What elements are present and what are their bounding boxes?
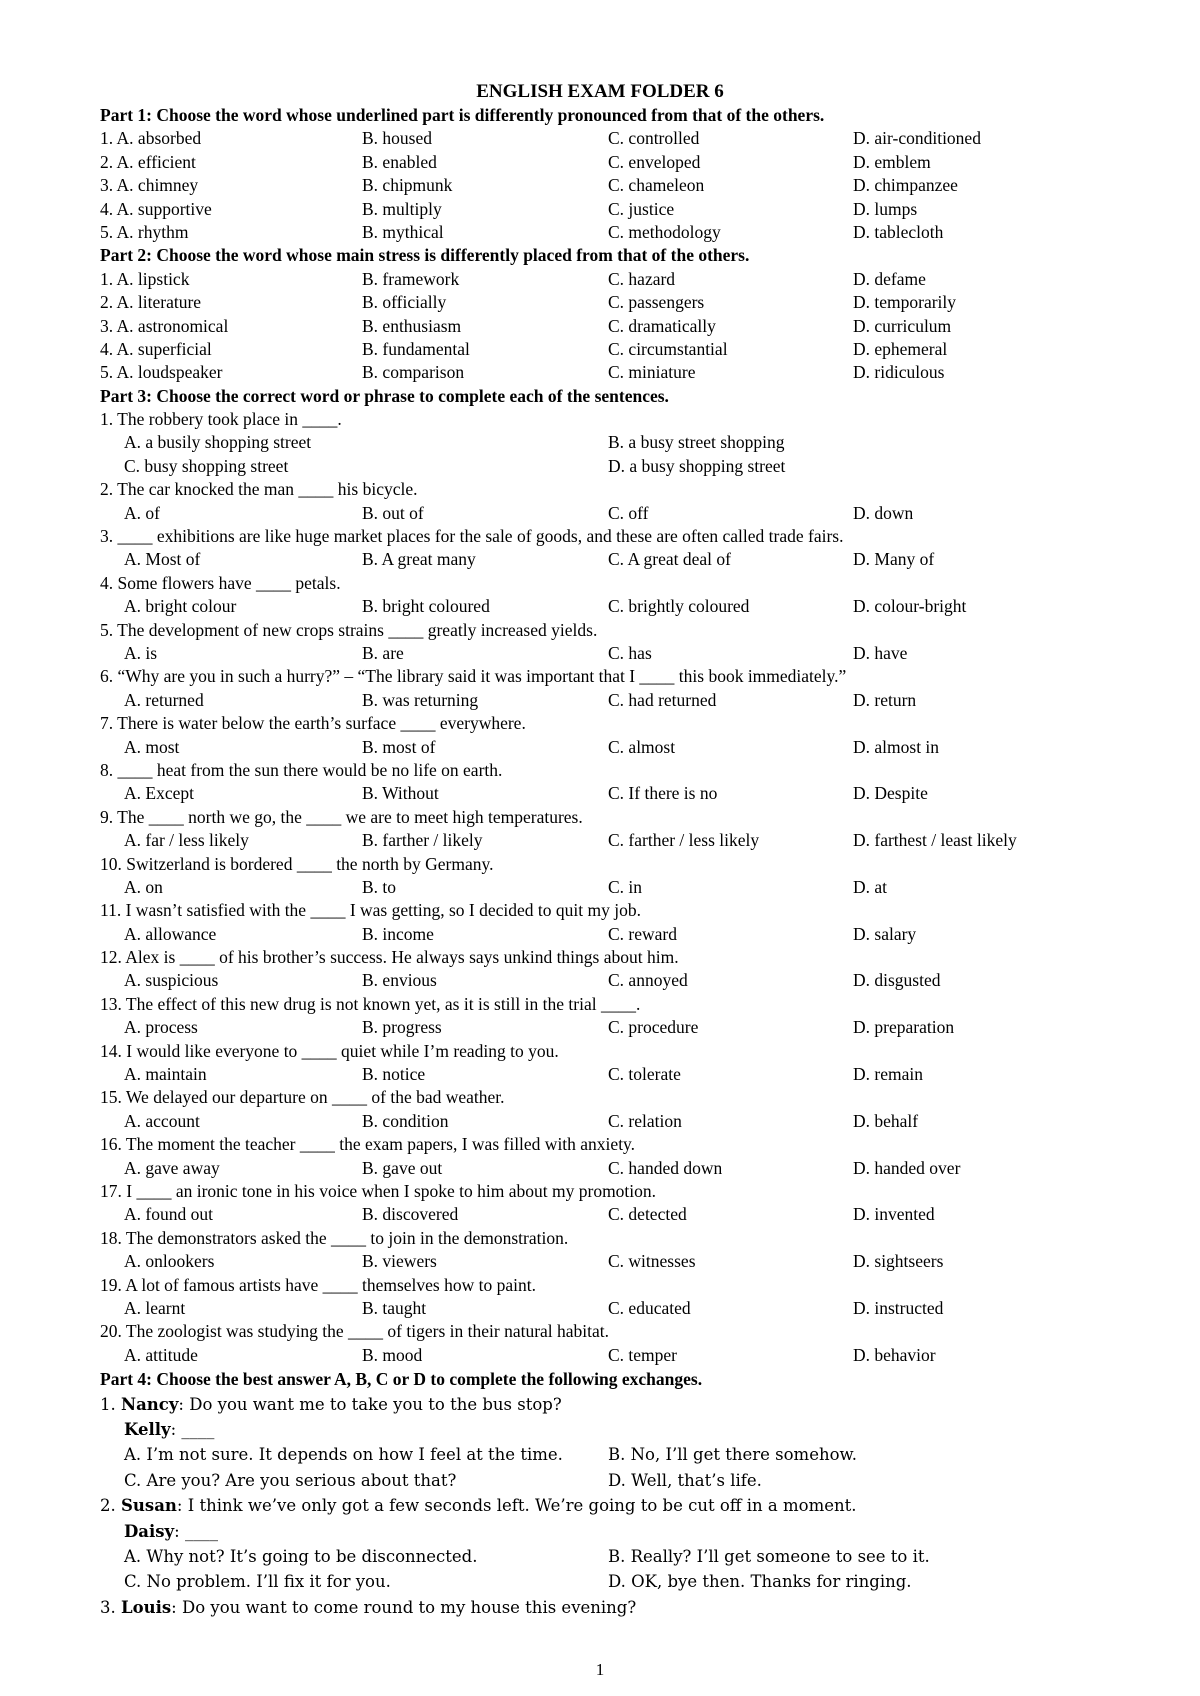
option-a: A. a busily shopping street bbox=[124, 432, 312, 453]
option-row bbox=[100, 829, 1100, 852]
option-a: A. most bbox=[124, 736, 180, 757]
question-text bbox=[100, 1227, 1100, 1250]
question-text bbox=[100, 946, 1100, 969]
option-row bbox=[100, 642, 1100, 665]
question-text bbox=[100, 712, 1100, 735]
option-b: B. discovered bbox=[362, 1204, 459, 1225]
option-d: D. air-conditioned bbox=[853, 128, 981, 149]
option-c: C. tolerate bbox=[608, 1064, 681, 1085]
option-a: A. Most of bbox=[124, 549, 201, 570]
part1-rows bbox=[100, 127, 1100, 244]
question-text bbox=[100, 993, 1100, 1016]
option-c: C. If there is no bbox=[608, 783, 718, 804]
speaker-name: Daisy bbox=[124, 1521, 175, 1541]
option-c: C. has bbox=[608, 642, 652, 663]
option-b: B. viewers bbox=[362, 1251, 437, 1272]
question-text bbox=[100, 1180, 1100, 1203]
option-c: C. Are you? Are you serious about that? bbox=[124, 1470, 457, 1490]
option-row bbox=[100, 595, 1100, 618]
exchange-reply-content bbox=[124, 1519, 218, 1544]
option-d: D. instructed bbox=[853, 1297, 944, 1318]
speaker-name: Nancy bbox=[121, 1394, 179, 1414]
option-c: C. brightly coloured bbox=[608, 596, 750, 617]
option-a: A. process bbox=[124, 1017, 198, 1038]
option-b: B. housed bbox=[362, 128, 432, 149]
option-b: B. envious bbox=[362, 970, 437, 991]
option-d: D. a busy shopping street bbox=[608, 455, 786, 476]
part1-row bbox=[100, 198, 1100, 221]
exchange-reply-content bbox=[124, 1417, 214, 1442]
option-d: D. have bbox=[853, 642, 908, 663]
question-stem: 16. The moment the teacher ____ the exam papers, I was filled with anxiety. bbox=[100, 1134, 636, 1155]
option-row bbox=[100, 736, 1100, 759]
question-text bbox=[100, 408, 1100, 431]
option-b: B. A great many bbox=[362, 549, 476, 570]
exam-title: ENGLISH EXAM FOLDER 6 bbox=[476, 81, 724, 102]
option-row bbox=[100, 502, 1100, 525]
option-b: B. gave out bbox=[362, 1157, 443, 1178]
part4-section bbox=[100, 1367, 1100, 1620]
option-b: B. are bbox=[362, 642, 404, 663]
option-b: B. comparison bbox=[362, 362, 465, 383]
option-c: C. busy shopping street bbox=[124, 455, 289, 476]
part4-exchange-list bbox=[100, 1392, 1100, 1595]
option-b: B. mythical bbox=[362, 221, 444, 242]
option-d: D. OK, bye then. Thanks for ringing. bbox=[608, 1572, 912, 1592]
part2-row bbox=[100, 315, 1100, 338]
option-b: B. notice bbox=[362, 1064, 426, 1085]
option-d: D. ephemeral bbox=[853, 338, 948, 359]
option-row bbox=[100, 1063, 1100, 1086]
exchange-number: 1. bbox=[100, 1394, 121, 1414]
question-text bbox=[100, 619, 1100, 642]
question-stem: 11. I wasn’t satisfied with the ____ I was getting, so I decided to quit my job. bbox=[100, 900, 641, 921]
option-b: B. bright coloured bbox=[362, 596, 490, 617]
exchange-number: 3. bbox=[100, 1597, 121, 1617]
option-b: B. out of bbox=[362, 502, 424, 523]
question-stem: 4. Some flowers have ____ petals. bbox=[100, 572, 341, 593]
option-row bbox=[100, 1344, 1100, 1367]
option-a: A. learnt bbox=[124, 1297, 186, 1318]
part1-row bbox=[100, 127, 1100, 150]
part1-row bbox=[100, 221, 1100, 244]
option-a: A. Except bbox=[124, 783, 194, 804]
option-c: C. A great deal of bbox=[608, 549, 731, 570]
option-d: D. temporarily bbox=[853, 292, 957, 313]
option-b: B. taught bbox=[362, 1297, 427, 1318]
option-c: C. annoyed bbox=[608, 970, 688, 991]
option-d: D. behalf bbox=[853, 1110, 919, 1131]
option-a: 2. A. efficient bbox=[100, 151, 196, 172]
option-b: B. condition bbox=[362, 1110, 449, 1131]
option-a: 4. A. supportive bbox=[100, 198, 212, 219]
option-a: A. account bbox=[124, 1110, 200, 1131]
option-a: 3. A. astronomical bbox=[100, 315, 229, 336]
option-d: D. handed over bbox=[853, 1157, 961, 1178]
option-row bbox=[100, 923, 1100, 946]
option-row bbox=[100, 1544, 1100, 1569]
option-d: D. invented bbox=[853, 1204, 935, 1225]
part1-row bbox=[100, 151, 1100, 174]
option-row bbox=[100, 689, 1100, 712]
option-d: D. ridiculous bbox=[853, 362, 945, 383]
question-text bbox=[100, 1320, 1100, 1343]
option-c: C. dramatically bbox=[608, 315, 716, 336]
part1-row bbox=[100, 174, 1100, 197]
option-b: B. farther / likely bbox=[362, 830, 483, 851]
option-a: A. bright colour bbox=[124, 596, 237, 617]
part3-heading: Part 3: Choose the correct word or phrase to complete each of the sentences. bbox=[100, 385, 669, 406]
exchange-line bbox=[100, 1392, 1100, 1417]
option-a: A. allowance bbox=[124, 923, 217, 944]
question-text bbox=[100, 853, 1100, 876]
option-c: C. witnesses bbox=[608, 1251, 696, 1272]
question-text bbox=[100, 572, 1100, 595]
option-row bbox=[100, 969, 1100, 992]
option-b: B. Really? I’ll get someone to see to it. bbox=[608, 1546, 930, 1566]
option-d: D. farthest / least likely bbox=[853, 830, 1017, 851]
option-a: 3. A. chimney bbox=[100, 175, 199, 196]
option-b: B. officially bbox=[362, 292, 447, 313]
option-c: C. procedure bbox=[608, 1017, 699, 1038]
page-number: 1 bbox=[595, 1660, 605, 1679]
option-a: A. far / less likely bbox=[124, 830, 249, 851]
question-stem: 14. I would like everyone to ____ quiet while I’m reading to you. bbox=[100, 1040, 559, 1061]
option-a: A. gave away bbox=[124, 1157, 220, 1178]
part2-row bbox=[100, 361, 1100, 384]
exchange-reply-line bbox=[100, 1417, 1100, 1442]
option-a: 2. A. literature bbox=[100, 292, 202, 313]
option-a: A. attitude bbox=[124, 1344, 198, 1365]
question-stem: 10. Switzerland is bordered ____ the north by Germany. bbox=[100, 853, 494, 874]
option-a: 5. A. rhythm bbox=[100, 221, 189, 242]
option-c: C. temper bbox=[608, 1344, 678, 1365]
option-c: C. in bbox=[608, 876, 643, 897]
option-d: D. curriculum bbox=[853, 315, 952, 336]
exchange-line bbox=[100, 1595, 1100, 1620]
question-text bbox=[100, 899, 1100, 922]
option-a: A. found out bbox=[124, 1204, 213, 1225]
option-d: D. sightseers bbox=[853, 1251, 944, 1272]
option-row bbox=[100, 1250, 1100, 1273]
option-c: C. farther / less likely bbox=[608, 830, 760, 851]
option-b: B. framework bbox=[362, 268, 460, 289]
question-stem: 8. ____ heat from the sun there would be no life on earth. bbox=[100, 759, 503, 780]
option-c: C. controlled bbox=[608, 128, 700, 149]
speaker-line: : ____ bbox=[174, 1521, 218, 1541]
part3-question-list bbox=[100, 478, 1100, 1367]
option-a: A. onlookers bbox=[124, 1251, 215, 1272]
question-stem: 15. We delayed our departure on ____ of the bad weather. bbox=[100, 1087, 505, 1108]
option-row bbox=[100, 455, 1100, 478]
option-a: 1. A. lipstick bbox=[100, 268, 190, 289]
question-stem: 3. ____ exhibitions are like huge market places for the sale of goods, and these are often called trade fairs. bbox=[100, 526, 844, 547]
option-d: D. lumps bbox=[853, 198, 918, 219]
option-a: A. suspicious bbox=[124, 970, 219, 991]
option-d: D. emblem bbox=[853, 151, 931, 172]
option-b: B. a busy street shopping bbox=[608, 432, 785, 453]
question-stem: 18. The demonstrators asked the ____ to join in the demonstration. bbox=[100, 1227, 569, 1248]
option-a: 4. A. superficial bbox=[100, 338, 212, 359]
option-b: B. to bbox=[362, 876, 397, 897]
option-d: D. Despite bbox=[853, 783, 928, 804]
option-a: A. is bbox=[124, 642, 158, 663]
exchange-line bbox=[100, 1493, 1100, 1518]
option-d: D. preparation bbox=[853, 1017, 955, 1038]
option-row bbox=[100, 1569, 1100, 1594]
question-text bbox=[100, 806, 1100, 829]
speaker-line: : ____ bbox=[170, 1419, 215, 1439]
option-row bbox=[100, 548, 1100, 571]
option-row bbox=[100, 1468, 1100, 1493]
option-d: D. behavior bbox=[853, 1344, 936, 1365]
question-stem: 9. The ____ north we go, the ____ we are to meet high temperatures. bbox=[100, 806, 583, 827]
option-c: C. circumstantial bbox=[608, 338, 728, 359]
speaker-name: Kelly bbox=[124, 1419, 171, 1439]
part2-row bbox=[100, 291, 1100, 314]
option-c: C. hazard bbox=[608, 268, 676, 289]
option-c: C. No problem. I’ll fix it for you. bbox=[124, 1572, 391, 1592]
option-d: D. return bbox=[853, 689, 917, 710]
speaker-line: : Do you want me to take you to the bus stop? bbox=[178, 1394, 562, 1414]
option-d: D. almost in bbox=[853, 736, 940, 757]
option-row bbox=[100, 1110, 1100, 1133]
part2-row bbox=[100, 268, 1100, 291]
question-stem: 5. The development of new crops strains ____ greatly increased yields. bbox=[100, 619, 598, 640]
question-text bbox=[100, 1133, 1100, 1156]
option-d: D. remain bbox=[853, 1064, 923, 1085]
option-b: B. multiply bbox=[362, 198, 442, 219]
option-row bbox=[100, 1016, 1100, 1039]
speaker-line: : I think we’ve only got a few seconds left. We’re going to be cut off in a moment. bbox=[176, 1496, 857, 1516]
option-c: C. enveloped bbox=[608, 151, 701, 172]
option-b: B. income bbox=[362, 923, 434, 944]
question-stem: 13. The effect of this new drug is not known yet, as it is still in the trial ____. bbox=[100, 993, 641, 1014]
part2-row bbox=[100, 338, 1100, 361]
question-text bbox=[100, 1274, 1100, 1297]
exchange-number: 2. bbox=[100, 1496, 121, 1516]
exchange-line-content bbox=[100, 1392, 562, 1417]
option-row bbox=[100, 1297, 1100, 1320]
option-b: B. progress bbox=[362, 1017, 442, 1038]
question-text bbox=[100, 1040, 1100, 1063]
option-a: A. maintain bbox=[124, 1064, 207, 1085]
option-d: D. disgusted bbox=[853, 970, 941, 991]
option-row bbox=[100, 1203, 1100, 1226]
exam-document bbox=[100, 80, 1100, 1620]
question-stem: 6. “Why are you in such a hurry?” – “The library said it was important that I ____ this book immediately.” bbox=[100, 666, 847, 687]
option-b: B. fundamental bbox=[362, 338, 470, 359]
option-d: D. at bbox=[853, 876, 888, 897]
option-b: B. mood bbox=[362, 1344, 423, 1365]
option-c: C. almost bbox=[608, 736, 676, 757]
option-c: C. methodology bbox=[608, 221, 721, 242]
option-d: D. tablecloth bbox=[853, 221, 944, 242]
question-text bbox=[100, 525, 1100, 548]
option-c: C. handed down bbox=[608, 1157, 723, 1178]
part1-heading: Part 1: Choose the word whose underlined part is differently pronounced from that of the others. bbox=[100, 105, 825, 125]
option-c: C. relation bbox=[608, 1110, 682, 1131]
question-stem: 17. I ____ an ironic tone in his voice when I spoke to him about my promotion. bbox=[100, 1180, 657, 1201]
question-text bbox=[100, 665, 1100, 688]
option-b: B. was returning bbox=[362, 689, 479, 710]
option-row bbox=[100, 782, 1100, 805]
option-b: B. most of bbox=[362, 736, 436, 757]
option-c: C. chameleon bbox=[608, 175, 705, 196]
option-a: A. of bbox=[124, 502, 160, 523]
question-text bbox=[100, 759, 1100, 782]
exchange-reply-line bbox=[100, 1519, 1100, 1544]
question-stem: 19. A lot of famous artists have ____ themselves how to paint. bbox=[100, 1274, 536, 1295]
option-a: 5. A. loudspeaker bbox=[100, 362, 223, 383]
option-a: A. Why not? It’s going to be disconnected. bbox=[124, 1546, 478, 1566]
option-row bbox=[100, 431, 1100, 454]
option-a: A. returned bbox=[124, 689, 204, 710]
option-row bbox=[100, 1157, 1100, 1180]
part2-heading: Part 2: Choose the word whose main stress is differently placed from that of the others. bbox=[100, 245, 750, 266]
option-d: D. chimpanzee bbox=[853, 175, 958, 196]
question-stem: 1. The robbery took place in ____. bbox=[100, 409, 342, 430]
option-b: B. No, I’ll get there somehow. bbox=[608, 1445, 857, 1465]
option-c: C. off bbox=[608, 502, 649, 523]
option-b: B. enthusiasm bbox=[362, 315, 462, 336]
option-b: B. chipmunk bbox=[362, 175, 453, 196]
question-stem: 7. There is water below the earth’s surface ____ everywhere. bbox=[100, 713, 526, 734]
speaker-line: : Do you want to come round to my house this evening? bbox=[171, 1597, 637, 1617]
question-text bbox=[100, 478, 1100, 501]
option-d: D. Many of bbox=[853, 549, 935, 570]
option-a: A. I’m not sure. It depends on how I feel at the time. bbox=[124, 1445, 563, 1465]
option-c: C. reward bbox=[608, 923, 678, 944]
option-d: D. defame bbox=[853, 268, 926, 289]
question-stem: 12. Alex is ____ of his brother’s success. He always says unkind things about him. bbox=[100, 947, 679, 968]
option-a: 1. A. absorbed bbox=[100, 128, 202, 149]
option-row bbox=[100, 1442, 1100, 1467]
option-a: A. on bbox=[124, 876, 163, 897]
question-text bbox=[100, 1086, 1100, 1109]
option-c: C. detected bbox=[608, 1204, 687, 1225]
speaker-name: Susan bbox=[121, 1496, 177, 1516]
part2-rows bbox=[100, 268, 1100, 385]
option-c: C. miniature bbox=[608, 362, 696, 383]
option-d: D. Well, that’s life. bbox=[608, 1470, 762, 1490]
option-b: B. Without bbox=[362, 783, 439, 804]
option-c: C. educated bbox=[608, 1297, 691, 1318]
option-d: D. colour-bright bbox=[853, 596, 967, 617]
exchange-line-content bbox=[100, 1493, 856, 1518]
option-d: D. salary bbox=[853, 923, 917, 944]
option-row bbox=[100, 876, 1100, 899]
part4-heading: Part 4: Choose the best answer A, B, C or D to complete the following exchanges. bbox=[100, 1369, 703, 1390]
speaker-name: Louis bbox=[121, 1597, 172, 1617]
option-d: D. down bbox=[853, 502, 914, 523]
option-b: B. enabled bbox=[362, 151, 437, 172]
question-stem: 2. The car knocked the man ____ his bicycle. bbox=[100, 479, 418, 500]
option-c: C. justice bbox=[608, 198, 675, 219]
question-stem: 20. The zoologist was studying the ____ of tigers in their natural habitat. bbox=[100, 1321, 610, 1342]
option-c: C. passengers bbox=[608, 292, 705, 313]
option-c: C. had returned bbox=[608, 689, 717, 710]
